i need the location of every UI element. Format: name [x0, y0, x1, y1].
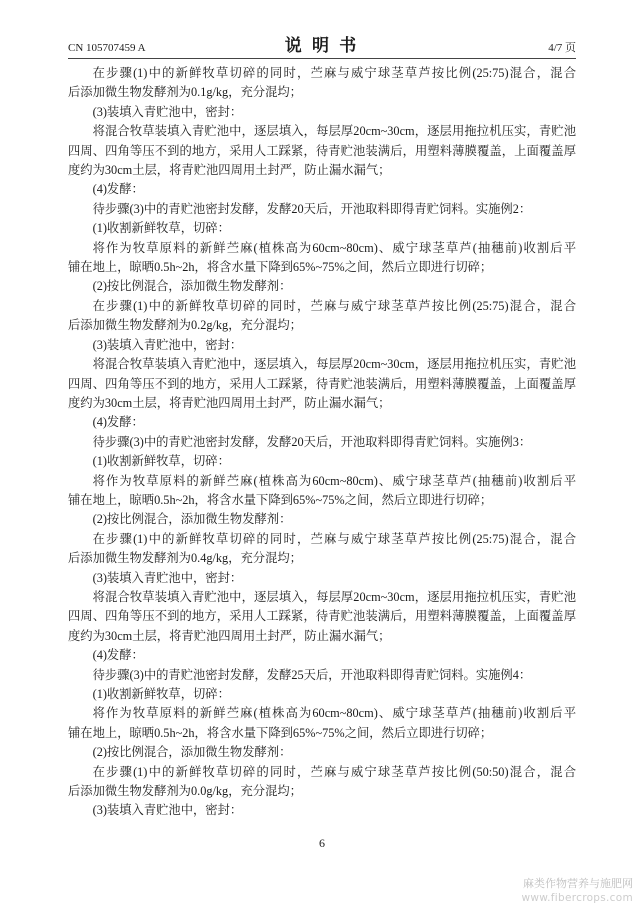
- watermark-url: www.fibercrops.com: [521, 892, 633, 904]
- paragraph: [68, 180, 576, 199]
- page-count: 4/7 页: [548, 42, 576, 54]
- paragraph: [68, 103, 576, 122]
- text-line: 在步骤(1)中的新鲜牧草切碎的同时，苎麻与威宁球茎草芦按比例(25:75)混合，混合: [92, 66, 576, 80]
- paragraph: [68, 704, 576, 743]
- document-title: 说 明 书: [284, 36, 360, 55]
- text-line: 度约为30cm土层，将青贮池四周用土封严，防止漏水漏气；: [68, 628, 391, 643]
- text-line: 后添加微生物发酵剂为0.1g/kg，充分混均；: [68, 85, 302, 100]
- paragraph: [68, 801, 576, 820]
- paragraph: [68, 510, 576, 529]
- text-line: (1)收割新鲜牧草，切碎：: [92, 687, 230, 701]
- text-line: 在步骤(1)中的新鲜牧草切碎的同时，苎麻与威宁球茎草芦按比例(25:75)混合，混合: [92, 298, 576, 313]
- text-line: 后添加微生物发酵剂为0.4g/kg，充分混均；: [68, 551, 302, 566]
- text-line: 将混合牧草装填入青贮池中，逐层填入，每层厚20cm~30cm，逐层用拖拉机压实，青贮池: [92, 357, 576, 372]
- text-line: 将混合牧草装填入青贮池中，逐层填入，每层厚20cm~30cm，逐层用拖拉机压实，青贮池: [92, 124, 576, 139]
- text-line: 将作为牧草原料的新鲜苎麻(植株高为60cm~80cm)、威宁球茎草芦(抽穗前)收割后平: [92, 706, 576, 721]
- paragraph: [68, 743, 576, 762]
- text-line: (1)收割新鲜牧草，切碎：: [92, 221, 230, 236]
- paragraph: [68, 413, 576, 432]
- text-line: 四周、四角等压不到的地方，采用人工踩紧，待青贮池装满后，用塑料薄膜覆盖，上面覆盖厚: [68, 376, 576, 391]
- text-line: (4)发酵：: [92, 648, 144, 663]
- text-line: (4)发酵：: [92, 415, 144, 430]
- text-line: 四周、四角等压不到的地方，采用人工踩紧，待青贮池装满后，用塑料薄膜覆盖，上面覆盖厚: [68, 143, 576, 158]
- paragraph: [68, 297, 576, 336]
- page-number: 6: [319, 836, 325, 850]
- document-body: [68, 64, 576, 821]
- text-line: (3)装填入青贮池中，密封：: [92, 570, 243, 585]
- text-line: (2)按比例混合，添加微生物发酵剂：: [92, 279, 292, 294]
- text-line: (3)装填入青贮池中，密封：: [92, 104, 243, 119]
- text-line: 待步骤(3)中的青贮池密封发酵，发酵20天后，开池取料即得青贮饲料。实施例2：: [92, 201, 532, 216]
- text-line: 度约为30cm土层，将青贮池四周用土封严，防止漏水漏气；: [68, 395, 391, 410]
- paragraph: [68, 122, 576, 180]
- text-line: 将作为牧草原料的新鲜苎麻(植株高为60cm~80cm)、威宁球茎草芦(抽穗前)收割后平: [92, 473, 576, 488]
- page-header: [68, 36, 576, 58]
- watermark: [521, 877, 633, 905]
- text-line: 后添加微生物发酵剂为0.0g/kg，充分混均；: [68, 784, 302, 799]
- watermark-site-name: 麻类作物营养与施肥网: [523, 877, 633, 890]
- text-line: 铺在地上，晾晒0.5h~2h，将含水量下降到65%~75%之间，然后立即进行切碎；: [68, 492, 493, 507]
- text-line: (4)发酵：: [92, 182, 144, 197]
- publication-number: CN 105707459 A: [68, 42, 146, 54]
- paragraph: [68, 200, 576, 219]
- text-line: 待步骤(3)中的青贮池密封发酵，发酵20天后，开池取料即得青贮饲料。实施例3：: [92, 434, 532, 449]
- paragraph: [68, 277, 576, 296]
- text-line: 度约为30cm土层，将青贮池四周用土封严，防止漏水漏气；: [68, 163, 391, 178]
- text-line: 在步骤(1)中的新鲜牧草切碎的同时，苎麻与威宁球茎草芦按比例(50:50)混合，混合: [92, 764, 576, 779]
- paragraph: [68, 239, 576, 278]
- text-line: 铺在地上，晾晒0.5h~2h，将含水量下降到65%~75%之间，然后立即进行切碎；: [68, 260, 493, 275]
- text-line: (2)按比例混合，添加微生物发酵剂：: [92, 745, 292, 760]
- paragraph: [68, 666, 576, 685]
- text-line: (1)收割新鲜牧草，切碎：: [92, 454, 230, 469]
- paragraph: [68, 685, 576, 704]
- paragraph: [68, 472, 576, 511]
- paragraph: [68, 646, 576, 665]
- paragraph: [68, 433, 576, 452]
- paragraph: [68, 588, 576, 646]
- header-rule: [68, 58, 576, 59]
- paragraph: [68, 64, 576, 103]
- paragraph: [68, 569, 576, 588]
- text-line: 待步骤(3)中的青贮池密封发酵，发酵25天后，开池取料即得青贮饲料。实施例4：: [92, 667, 532, 682]
- text-line: (3)装填入青贮池中，密封：: [92, 337, 243, 352]
- paragraph: [68, 219, 576, 238]
- text-line: 将作为牧草原料的新鲜苎麻(植株高为60cm~80cm)、威宁球茎草芦(抽穗前)收割后平: [92, 240, 576, 255]
- paragraph: [68, 336, 576, 355]
- paragraph: [68, 530, 576, 569]
- text-line: 铺在地上，晾晒0.5h~2h，将含水量下降到65%~75%之间，然后立即进行切碎；: [68, 725, 493, 740]
- paragraph: [68, 763, 576, 802]
- text-line: 四周、四角等压不到的地方，采用人工踩紧，待青贮池装满后，用塑料薄膜覆盖，上面覆盖厚: [68, 609, 576, 624]
- text-line: (3)装填入青贮池中，密封：: [92, 803, 243, 818]
- text-line: 在步骤(1)中的新鲜牧草切碎的同时，苎麻与威宁球茎草芦按比例(25:75)混合，混合: [92, 531, 576, 546]
- text-line: 后添加微生物发酵剂为0.2g/kg，充分混均；: [68, 318, 302, 333]
- text-line: (2)按比例混合，添加微生物发酵剂：: [92, 512, 292, 527]
- text-line: 将混合牧草装填入青贮池中，逐层填入，每层厚20cm~30cm，逐层用拖拉机压实，青贮池: [92, 589, 576, 604]
- paragraph: [68, 452, 576, 471]
- paragraph: [68, 355, 576, 413]
